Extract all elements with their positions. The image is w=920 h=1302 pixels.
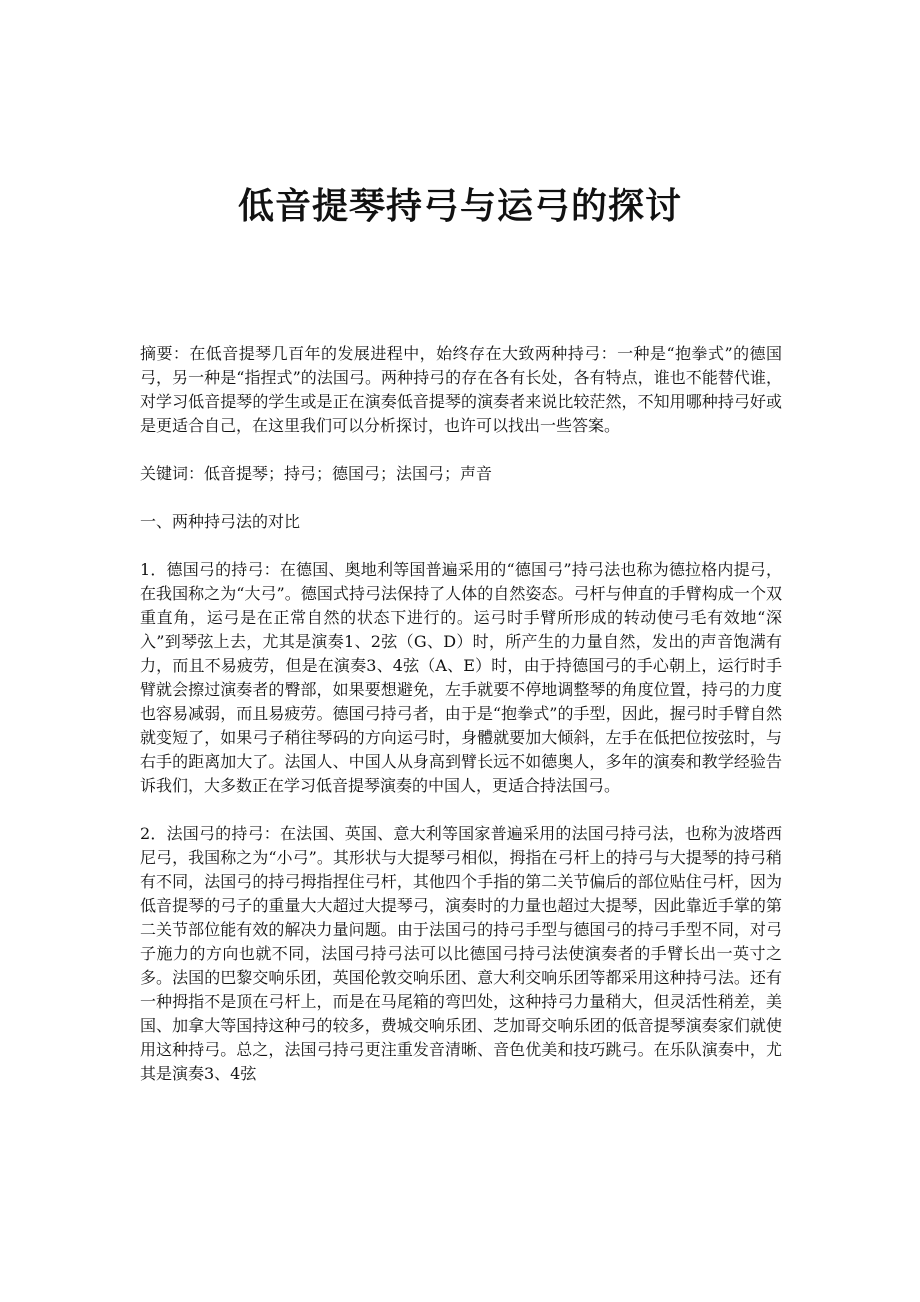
section-heading: 一、两种持弓法的对比 xyxy=(140,512,301,531)
document-title: 低音提琴持弓与运弓的探讨 xyxy=(237,185,682,227)
document-body xyxy=(140,342,782,1110)
keywords-line: 关键词：低音提琴；持弓；德国弓；法国弓；声音 xyxy=(140,464,493,483)
paragraph-german-bow: 1．德国弓的持弓：在德国、奥地利等国普遍采用的“德国弓”持弓法也称为德拉格内提弓，在我国称之为“大弓”。德国式持弓法保持了人体的自然姿态。弓杆与伸直的手臂构成一个双重直角，运弓是在正常自然的状态下进行的。运弓时手臂所形成的转动使弓毛有效地“深入”到琴弦上去，尤其是演奏1、2弦（G、D）时，所产生的力量自然，发出的声音饱满有力，而且不易疲劳，但是在演奏3、4弦（A、E）时，由于持德国弓的手心朝上，运行时手臂就会擦过演奏者的臀部，如果要想避免，左手就要不停地调整琴的角度位置，持弓的力度也容易减弱，而且易疲劳。德国弓持弓者，由于是“抱拳式”的手型，因此，握弓时手臂自然就变短了，如果弓子稍往琴码的方向运弓时，身體就要加大倾斜，左手在低把位按弦时，与右手的距离加大了。法国人、中国人从身高到臂长远不如德奥人，多年的演奏和教学经验告诉我们，大多数正在学习低音提琴演奏的中国人，更适合持法国弓。 xyxy=(140,560,782,795)
paragraph-french-bow: 2．法国弓的持弓：在法国、英国、意大利等国家普遍采用的法国弓持弓法，也称为波塔西尼弓，我国称之为“小弓”。其形状与大提琴弓相似，拇指在弓杆上的持弓与大提琴的持弓稍有不同，法国弓的持弓拇指捏住弓杆，其他四个手指的第二关节偏后的部位贴住弓杆，因为低音提琴的弓子的重量大大超过大提琴弓，演奏时的力量也超过大提琴，因此靠近手掌的第二关节部位能有效的解决力量问题。由于法国弓的持弓手型与德国弓的持弓手型不同，对弓子施力的方向也就不同，法国弓持弓法可以比德国弓持弓法使演奏者的手臂长出一英寸之多。法国的巴黎交响乐团，英国伦敦交响乐团、意大利交响乐团等都采用这种持弓法。还有一种拇指不是顶在弓杆上，而是在马尾箱的弯凹处，这种持弓力量稍大，但灵活性稍差，美国、加拿大等国持这种弓的较多，费城交响乐团、芝加哥交响乐团的低音提琴演奏家们就使用这种持弓。总之，法国弓持弓更注重发音清晰、音色优美和技巧跳弓。在乐队演奏中，尤其是演奏3、4弦 xyxy=(140,824,782,1083)
abstract-paragraph: 摘要：在低音提琴几百年的发展进程中，始终存在大致两种持弓：一种是“抱拳式”的德国弓，另一种是“指捏式”的法国弓。两种持弓的存在各有长处，各有特点，谁也不能替代谁，对学习低音提琴的学生或是正在演奏低音提琴的演奏者来说比较茫然，不知用哪种持弓好或是更适合自己，在这里我们可以分析探讨，也许可以找出一些答案。 xyxy=(140,344,782,435)
